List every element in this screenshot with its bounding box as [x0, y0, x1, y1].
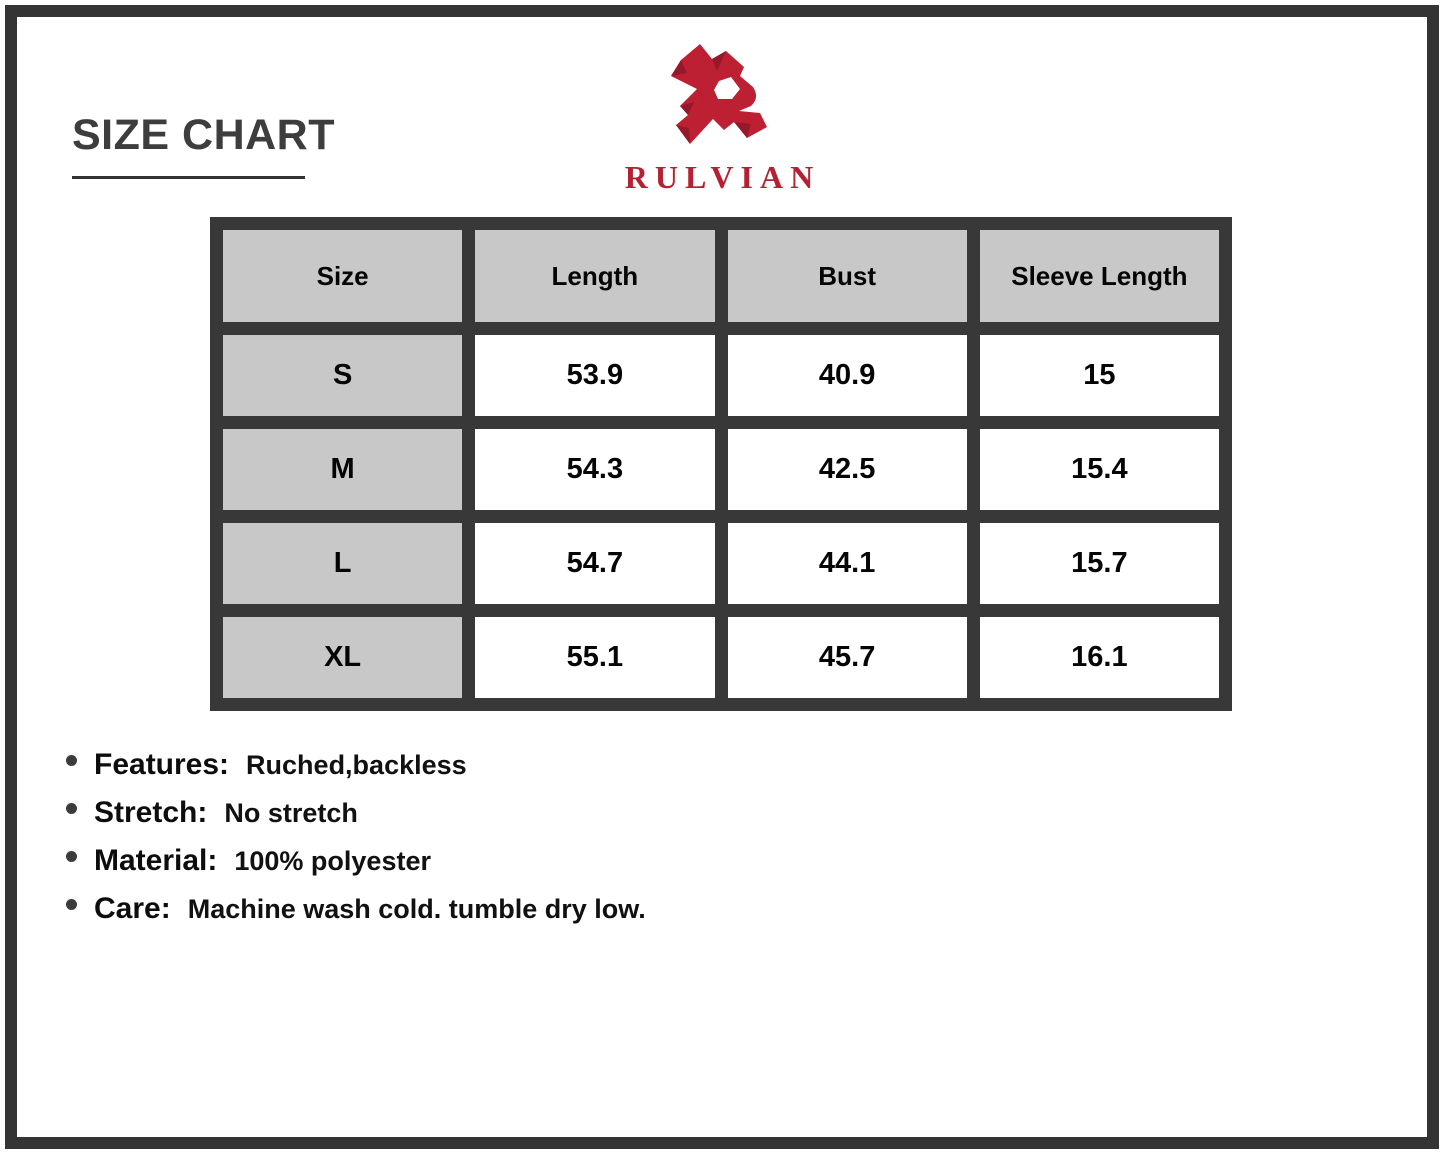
detail-label: Stretch: [94, 796, 208, 829]
bullet-icon [66, 899, 77, 910]
bullet-icon [66, 803, 77, 814]
bullet-icon [66, 755, 77, 766]
value-cell-l-length: 54.7 [475, 523, 714, 604]
value-cell-m-sleeve: 15.4 [980, 429, 1219, 510]
column-header-size: Size [223, 230, 462, 322]
value-cell-xl-length: 55.1 [475, 617, 714, 698]
detail-label: Care: [94, 892, 171, 925]
value-cell-l-sleeve: 15.7 [980, 523, 1219, 604]
value-cell-s-sleeve: 15 [980, 335, 1219, 416]
title-underline [72, 176, 305, 179]
detail-value: Machine wash cold. tumble dry low. [187, 894, 646, 924]
value-cell-l-bust: 44.1 [728, 523, 967, 604]
value-cell-m-length: 54.3 [475, 429, 714, 510]
details-list [66, 748, 646, 940]
value-cell-m-bust: 42.5 [728, 429, 967, 510]
size-cell-l: L [223, 523, 462, 604]
size-cell-s: S [223, 335, 462, 416]
detail-item-features [66, 748, 646, 783]
detail-value: No stretch [224, 798, 358, 828]
page-title: SIZE CHART [72, 111, 335, 159]
value-cell-s-length: 53.9 [475, 335, 714, 416]
column-header-length: Length [475, 230, 714, 322]
column-header-bust: Bust [728, 230, 967, 322]
brand-logo [573, 40, 873, 196]
detail-item-stretch [66, 796, 646, 831]
size-cell-m: M [223, 429, 462, 510]
column-header-sleeve-length: Sleeve Length [980, 230, 1219, 322]
detail-label: Features: [94, 748, 230, 781]
detail-item-material [66, 844, 646, 879]
size-cell-xl: XL [223, 617, 462, 698]
detail-label: Material: [94, 844, 218, 877]
bullet-icon [66, 851, 77, 862]
detail-item-care [66, 892, 646, 927]
value-cell-xl-bust: 45.7 [728, 617, 967, 698]
detail-value: 100% polyester [234, 846, 431, 876]
value-cell-xl-sleeve: 16.1 [980, 617, 1219, 698]
angular-r-monogram-icon [663, 40, 783, 156]
size-chart-table [210, 217, 1232, 711]
brand-name: RULVIAN [624, 159, 821, 195]
title-block [72, 112, 335, 179]
detail-value: Ruched,backless [246, 750, 467, 780]
value-cell-s-bust: 40.9 [728, 335, 967, 416]
